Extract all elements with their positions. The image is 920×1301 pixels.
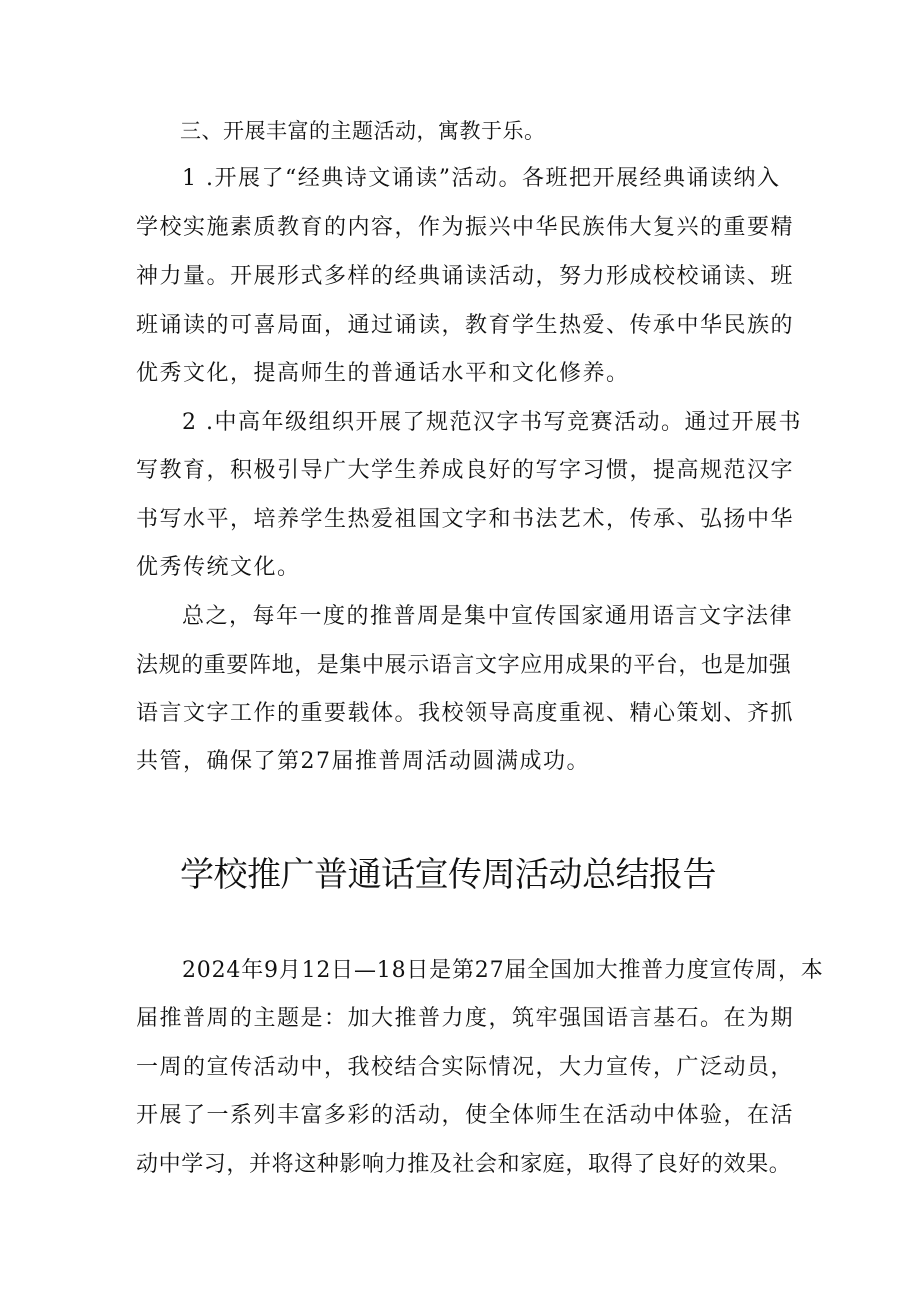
conclusion-line-4: 共管，确保了第27届推普周活动圆满成功。 [136, 749, 590, 774]
item1-line-2: 学校实施素质教育的内容，作为振兴中华民族伟大复兴的重要精 [136, 215, 795, 240]
conclusion-line-1: 总之，每年一度的推普周是集中宣传国家通用语言文字法律 [182, 604, 794, 629]
section-heading: 三、开展丰富的主题活动，寓教于乐。 [180, 119, 546, 143]
report-intro-line-4: 开展了一系列丰富多彩的活动，使全体师生在活动中体验，在活 [136, 1103, 795, 1128]
item2-line-2: 写教育，积极引导广大学生养成良好的写字习惯，提高规范汉字 [136, 458, 795, 483]
item1-line-3: 神力量。开展形式多样的经典诵读活动，努力形成校校诵读、班 [136, 264, 795, 289]
item2-line-3: 书写水平，培养学生热爱祖国文字和书法艺术，传承、弘扬中华 [136, 507, 795, 532]
conclusion-line-3: 语言文字工作的重要载体。我校领导高度重视、精心策划、齐抓 [136, 701, 795, 726]
conclusion-line-2: 法规的重要阵地，是集中展示语言文字应用成果的平台，也是加强 [136, 653, 792, 678]
item1-line-4: 班诵读的可喜局面，通过诵读，教育学生热爱、传承中华民族的 [136, 313, 795, 338]
report-intro-line-5: 动中学习，并将这种影响力推及社会和家庭，取得了良好的效果。 [136, 1152, 792, 1177]
item2-line-1: 2 .中高年级组织开展了规范汉字书写竞赛活动。通过开展书 [182, 410, 802, 435]
item1-line-1: 1 .开展了“经典诗文诵读”活动。各班把开展经典诵读纳入 [182, 166, 781, 191]
report-title: 学校推广普通话宣传周活动总结报告 [180, 855, 716, 895]
report-intro-line-2: 届推普周的主题是：加大推普力度，筑牢强国语言基石。在为期 [136, 1006, 795, 1031]
report-intro-line-3: 一周的宣传活动中，我校结合实际情况，大力宣传，广泛动员， [136, 1055, 795, 1080]
report-intro-line-1: 2024年9月12日—18日是第27届全国加大推普力度宣传周，本 [182, 958, 824, 983]
item1-line-5: 优秀文化，提高师生的普通话水平和文化修养。 [136, 361, 630, 386]
item2-line-4: 优秀传统文化。 [136, 555, 301, 580]
